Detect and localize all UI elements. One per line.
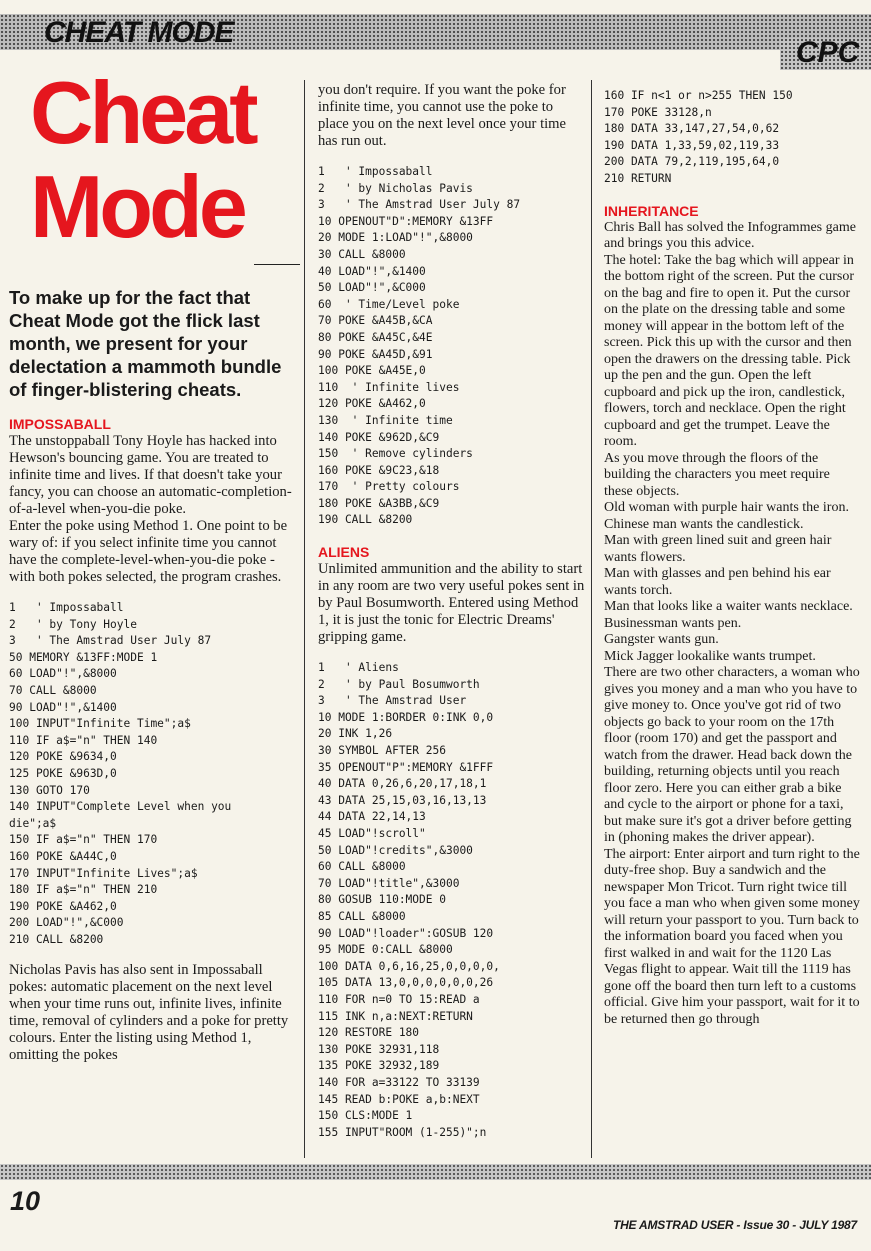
section-header: CHEAT MODE: [44, 16, 234, 49]
inheritance-p4: Chinese man wants the candlestick.: [604, 516, 804, 532]
column-1: [9, 286, 295, 1064]
inheritance-p2: As you move through the floors of the building the characters you meet require these objects.: [604, 450, 830, 499]
aliens-listing-continued: 160 IF n<1 or n>255 THEN 150 170 POKE 33128,n 180 DATA 33,147,27,54,0,62 190 DATA 1,33,59,02,119,33 200 DATA 79,2,119,195,64,0 210 RETURN: [604, 89, 793, 185]
platform-label: CPC: [796, 36, 860, 69]
column-divider-2: [591, 80, 592, 1158]
aliens-listing: 1 ' Aliens 2 ' by Paul Bosumworth 3 ' The Amstrad User 10 MODE 1:BORDER 0:INK 0,0 20 INK 1,26 30 SYMBOL AFTER 256 35 OPENOUT"P":MEMORY &1FFF 40 DATA 0,26,6,20,17,18,1 43 DATA 25,15,03,16,13,13 44 DATA 22,14,13 45 LOAD"!scroll" 50 LOAD"!credits",&3000 60 CALL &8000 70 LOAD"!title",&3000 80 GOSUB 110:MODE 0 85 CALL &8000 90 LOAD"!loader":GOSUB 120 95 MODE 0:CALL &8000 100 DATA 0,6,16,25,0,0,0,0, 105 DATA 13,0,0,0,0,0,0,26 110 FOR n=0 TO 15:READ a 115 INK n,a:NEXT:RETURN 120 RESTORE 180 130 POKE 32931,118 135 POKE 32932,189 140 FOR a=33122 TO 33139 145 READ b:POKE a,b:NEXT 150 CLS:MODE 1 155 INPUT"ROOM (1-255)";n: [318, 661, 500, 1139]
inheritance-p0: Chris Ball has solved the Infogrammes game and brings you this advice.: [604, 219, 856, 252]
impossaball-para-2: Enter the poke using Method 1. One point to be wary of: if you select infinite time you cannot have the complete-level-when-you-die poke - with both pokes selected, the program crashes.: [9, 518, 288, 585]
inheritance-heading: INHERITANCE: [604, 202, 699, 219]
impossaball-listing-2: 1 ' Impossaball 2 ' by Nicholas Pavis 3 ' The Amstrad User July 87 10 OPENOUT"D":MEMORY &13FF 20 MODE 1:LOAD"!",&8000 30 CALL &8000 40 LOAD"!",&1400 50 LOAD"!",&C000 60 ' Time/Level poke 70 POKE &A45B,&CA 80 POKE &A45C,&4E 90 POKE &A45D,&91 100 POKE &A45E,0 110 ' Infinite lives 120 POKE &A462,0 130 ' Infinite time 140 POKE &962D,&C9 150 ' Remove cylinders 160 POKE &9C23,&18 170 ' Pretty colours 180 POKE &A3BB,&C9 190 CALL &8200: [318, 165, 521, 527]
inheritance-p6: Man with glasses and pen behind his ear wants torch.: [604, 566, 831, 598]
title-rule: [254, 264, 300, 265]
column-2: [318, 82, 586, 1155]
inheritance-p10: Mick Jagger lookalike wants trumpet.: [604, 648, 816, 664]
column-divider-1: [304, 80, 305, 1158]
impossaball-heading: IMPOSSABALL: [9, 416, 111, 432]
impossaball-listing-1: 1 ' Impossaball 2 ' by Tony Hoyle 3 ' The Amstrad User July 87 50 MEMORY &13FF:MODE 1 60 LOAD"!",&8000 70 CALL &8000 90 LOAD"!",&1400 100 INPUT"Infinite Time";a$ 110 IF a$="n" THEN 140 120 POKE &9634,0 125 POKE &963D,0 130 GOTO 170 140 INPUT"Complete Level when you die";a$ 150 IF a$="n" THEN 170 160 POKE &A44C,0 170 INPUT"Infinite Lives";a$ 180 IF a$="n" THEN 210 190 POKE &A462,0 200 LOAD"!",&C000 210 CALL &8200: [9, 601, 232, 946]
inheritance-p9: Gangster wants gun.: [604, 632, 719, 648]
inheritance-p1: The hotel: Take the bag which will appear in the bottom right of the screen. Put the cursor on the bag and fire to open it. Put the cursor on the plate on the dressing table and some money will appear in the bottom left of the screen. Pick this up with the cursor and then open the drawers on the dressing table. Pick up the pen and the gun. Open the left cupboard and pick up the iron, candlestick, flowers, torch and necklace. Open the right cupboard and get the trumpet. Leave the room.: [604, 252, 854, 450]
inheritance-p11: There are two other characters, a woman who gives you money and a man who you have to give money to. Once you've got rid of two objects go back to your room on the 17th floor (room 170) and get the passport and watch from the drawer. Head back down the building, returning objects until you reach floor zero. Here you can either grab a bike and cycle to the airport or phone for a taxi, but make sure it's got a driver before getting in (phoning makes the driver appear).: [604, 665, 860, 846]
page-title: Cheat Mode: [30, 63, 255, 256]
column-3: [604, 88, 860, 1028]
page-number: 10: [10, 1186, 41, 1216]
aliens-heading: ALIENS: [318, 544, 370, 561]
inheritance-p3: Old woman with purple hair wants the iron.: [604, 500, 849, 516]
inheritance-p5: Man with green lined suit and green hair wants flowers.: [604, 533, 832, 565]
inheritance-p7: Man that looks like a waiter wants necklace.: [604, 599, 853, 615]
impossaball-para-1: The unstoppaball Tony Hoyle has hacked into Hewson's bouncing game. You are treated to infinite time and lives. If that doesn't take your fancy, you can choose an automatic-completion-of-a-level when-you-die poke.: [9, 433, 292, 517]
impossaball-para-3: Nicholas Pavis has also sent in Impossaball pokes: automatic placement on the next level when your time runs out, infinite lives, infinite time, removal of cylinders and a poke for pretty colours. Enter the listing using Method 1, omitting the pokes: [9, 962, 289, 1064]
inheritance-p8: Businessman wants pen.: [604, 615, 742, 631]
col2-continuation: you don't require. If you want the poke for infinite time, you cannot use the poke to place you on the next level once your time has run out.: [318, 82, 567, 149]
footer-band: [0, 1164, 871, 1180]
inheritance-p12: The airport: Enter airport and turn right to the duty-free shop. Buy a sandwich and the newspaper Mon Tricot. Turn right twice till you face a man who when given some money will return your passport to you. Turn back to the information board you faced when you first walked in and wait for the 1120 Las Vegas flight to appear. Wait till the 1119 has gone off the board then turn left to a customs official. Give him your passport, wait for it to be returned then go through: [604, 846, 860, 1027]
aliens-text: Unlimited ammunition and the ability to start in any room are two very useful pokes sent in by Paul Bosumworth. Entered using Method 1, it is just the tonic for Electric Dreams' gripping game.: [318, 561, 585, 646]
publication-footer: THE AMSTRAD USER - Issue 30 - JULY 1987: [612, 1218, 857, 1232]
intro-paragraph: To make up for the fact that Cheat Mode got the flick last month, we present for your delectation a mammoth bundle of finger-blistering cheats.: [9, 287, 282, 400]
